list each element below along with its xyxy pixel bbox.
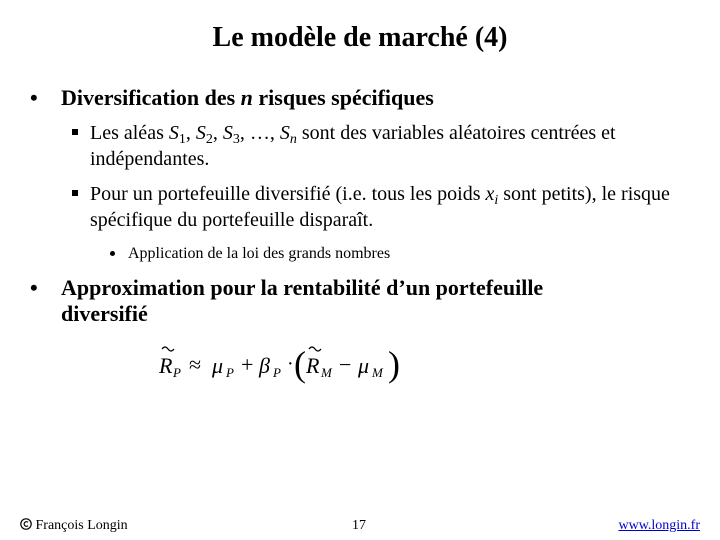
subsubbullet-loi: Application de la loi des grands nombres <box>110 243 530 265</box>
formula-plus: + <box>241 352 254 377</box>
slide-title: Le modèle de marché (4) <box>212 22 508 53</box>
formula-sub-P: P <box>226 365 234 380</box>
formula-sub-M: M <box>372 365 383 380</box>
formula-lparen: ( <box>294 344 306 384</box>
formula-dot: · <box>287 353 294 375</box>
dot-bullet-icon <box>110 251 115 256</box>
var-n: n <box>240 85 253 110</box>
bullet-text: Diversification des <box>61 85 241 110</box>
bullet-dot-icon: • <box>30 85 38 110</box>
bullet-diversification <box>30 85 650 111</box>
subbullet-portefeuille: Pour un portefeuille diversifié (i.e. tous les poids $x_i$ sont petits), le risque spécifique du portefeuille disparaît. <box>70 181 670 233</box>
subbullet-aleas: Les aléas $S_1$, $S_2$, $S_3$, …, $S_n$ sont des variables aléatoires centrées et indépendantes. <box>70 120 650 172</box>
square-bullet-icon <box>72 190 78 196</box>
formula-beta: β <box>259 353 270 378</box>
formula-sub-M: M <box>321 365 332 380</box>
website-link[interactable]: www.longin.fr <box>618 518 700 533</box>
formula-mu: μ <box>358 353 370 378</box>
bullet-text: risques spécifiques <box>252 85 434 110</box>
formula-rparen: ) <box>388 344 400 384</box>
bullet-dot-icon: • <box>30 275 38 300</box>
page-number: 17 <box>352 518 366 533</box>
square-bullet-icon <box>72 129 78 135</box>
bullet-approximation: • Approximation pour la rentabilité d’un portefeuille diversifié <box>30 275 544 326</box>
formula-sub-P: P <box>173 365 181 380</box>
formula-sub-P: P <box>273 365 281 380</box>
formula-mu: μ <box>212 353 224 378</box>
formula-R: R <box>159 353 173 378</box>
formula-equation <box>155 342 415 386</box>
formula-minus: − <box>339 352 352 377</box>
formula-approx: ≈ <box>189 352 202 377</box>
copyright-icon <box>20 518 32 530</box>
footer-author <box>20 518 128 534</box>
author-name: François Longin <box>35 518 128 533</box>
formula-R: R <box>306 353 320 378</box>
